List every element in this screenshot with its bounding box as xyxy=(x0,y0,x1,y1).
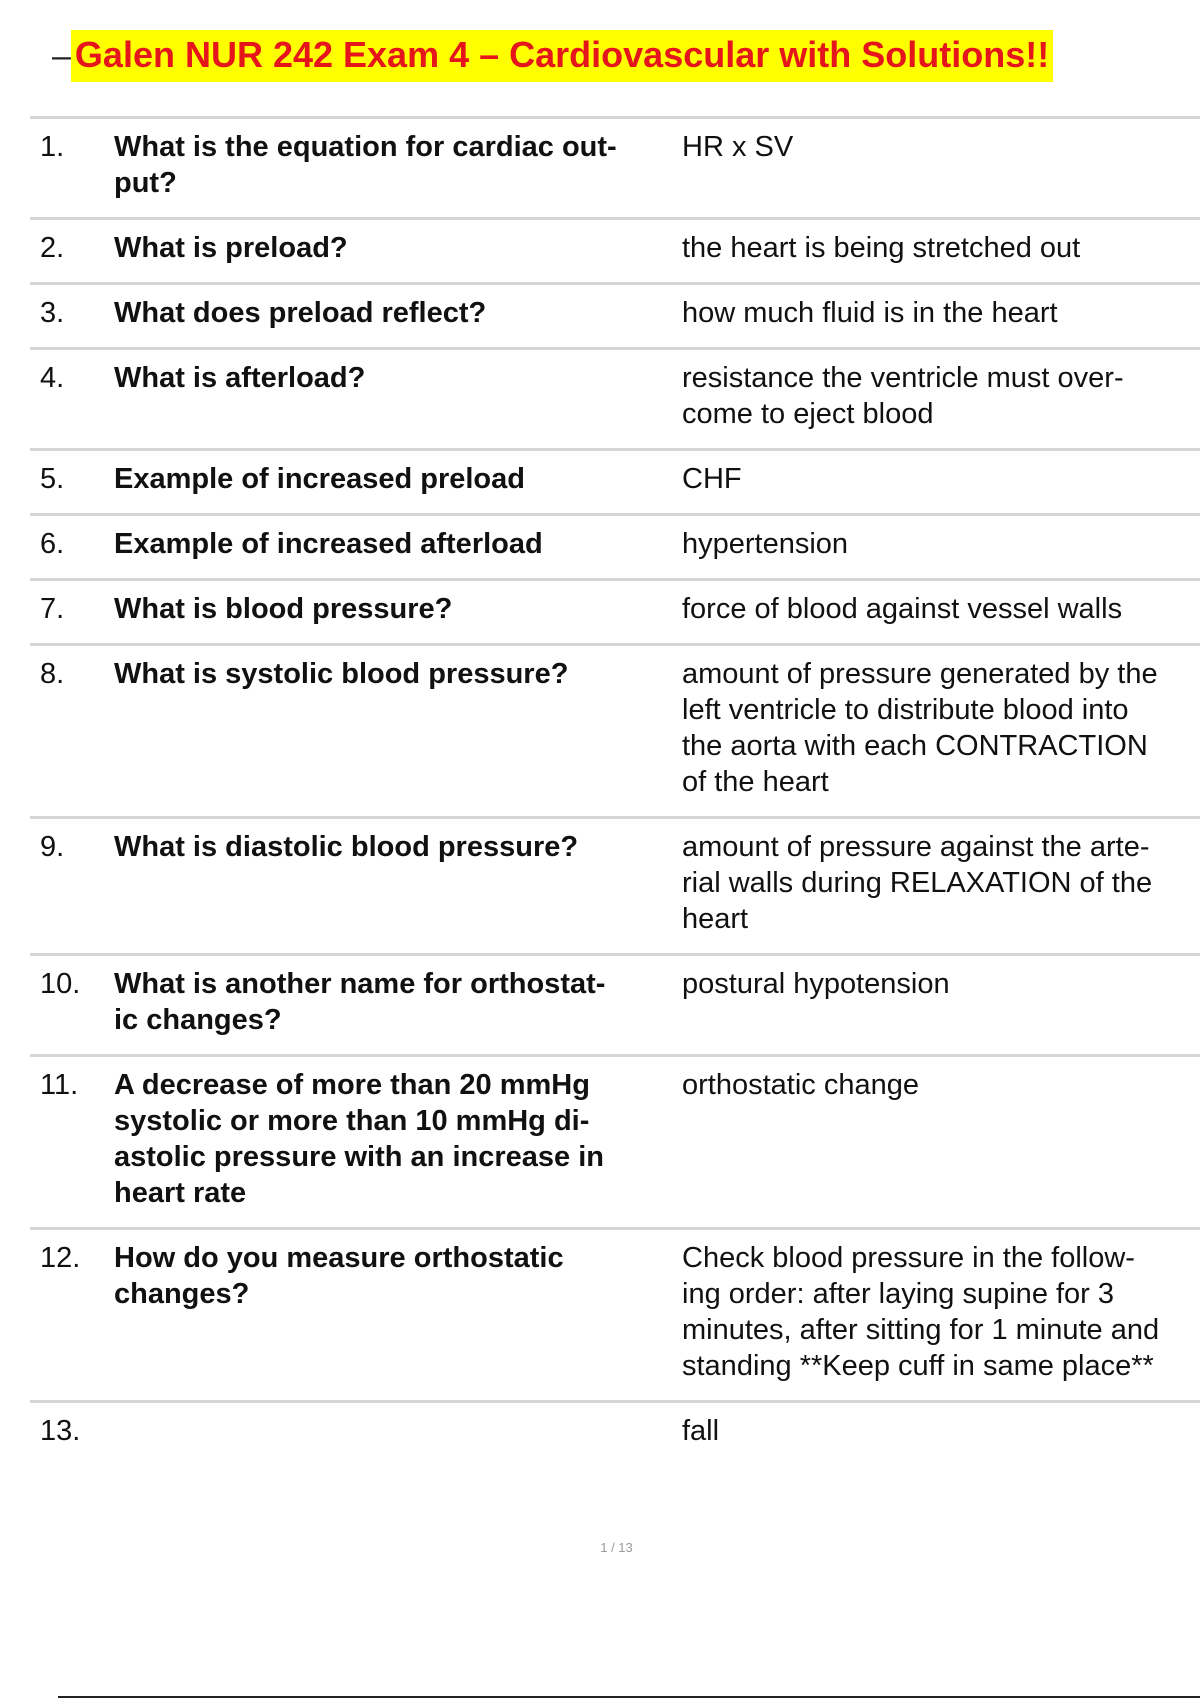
answer-text: amount of pressure against the arte- xyxy=(682,831,1150,863)
answer-text: orthostatic change xyxy=(682,1069,919,1101)
qa-row xyxy=(30,515,1200,580)
question-text: What does preload reflect? xyxy=(114,297,487,329)
question-text: changes? xyxy=(114,1278,250,1310)
answer-text: fall xyxy=(682,1415,720,1447)
page-indicator: 1 / 13 xyxy=(600,1540,633,1555)
question-cell xyxy=(113,450,674,515)
question-text: A decrease of more than 20 mmHg xyxy=(114,1069,590,1101)
qa-row xyxy=(30,1402,1200,1466)
question-cell xyxy=(113,349,674,450)
qa-row xyxy=(30,118,1200,219)
answer-cell xyxy=(674,284,1200,349)
question-cell xyxy=(113,1402,674,1466)
qa-row xyxy=(30,284,1200,349)
footer-divider xyxy=(58,1696,1200,1698)
question-text: What is another name for orthostat- xyxy=(114,968,606,1000)
item-number: 12. xyxy=(30,1229,113,1402)
answer-text: HR x SV xyxy=(682,131,794,163)
item-number: 10. xyxy=(30,955,113,1056)
item-number: 9. xyxy=(30,818,113,955)
item-number: 3. xyxy=(30,284,113,349)
answer-text: hypertension xyxy=(682,528,849,560)
question-text: systolic or more than 10 mmHg di- xyxy=(114,1105,590,1137)
item-number: 5. xyxy=(30,450,113,515)
question-cell xyxy=(113,515,674,580)
question-cell xyxy=(113,580,674,645)
answer-text: ing order: after laying supine for 3 xyxy=(682,1278,1115,1310)
answer-cell xyxy=(674,580,1200,645)
question-text: What is preload? xyxy=(114,232,348,264)
question-cell xyxy=(113,1056,674,1229)
title-row xyxy=(52,30,1053,82)
document-title: Galen NUR 242 Exam 4 – Cardiovascular with Solutions!! xyxy=(71,30,1053,81)
question-text: Example of increased afterload xyxy=(114,528,543,560)
question-text: What is diastolic blood pressure? xyxy=(114,831,579,863)
question-cell xyxy=(113,645,674,818)
qa-table xyxy=(30,116,1200,1465)
qa-row xyxy=(30,955,1200,1056)
question-text: How do you measure orthostatic xyxy=(114,1242,564,1274)
question-text: What is blood pressure? xyxy=(114,593,453,625)
qa-row xyxy=(30,1056,1200,1229)
answer-cell xyxy=(674,219,1200,284)
item-number: 7. xyxy=(30,580,113,645)
answer-cell xyxy=(674,818,1200,955)
qa-row xyxy=(30,818,1200,955)
question-cell xyxy=(113,284,674,349)
qa-row xyxy=(30,450,1200,515)
answer-text: rial walls during RELAXATION of the xyxy=(682,867,1153,899)
answer-cell xyxy=(674,955,1200,1056)
qa-row xyxy=(30,1229,1200,1402)
answer-text: how much fluid is in the heart xyxy=(682,297,1058,329)
question-text: What is afterload? xyxy=(114,362,366,394)
item-number: 1. xyxy=(30,118,113,219)
question-cell xyxy=(113,219,674,284)
answer-text: amount of pressure generated by the xyxy=(682,658,1158,690)
question-text: What is systolic blood pressure? xyxy=(114,658,569,690)
qa-row xyxy=(30,349,1200,450)
answer-text: force of blood against vessel walls xyxy=(682,593,1123,625)
answer-cell xyxy=(674,118,1200,219)
question-text: What is the equation for cardiac out- xyxy=(114,131,617,163)
answer-cell xyxy=(674,349,1200,450)
question-cell xyxy=(113,1229,674,1402)
answer-text: the aorta with each CONTRACTION xyxy=(682,730,1148,762)
item-number: 4. xyxy=(30,349,113,450)
qa-row xyxy=(30,645,1200,818)
qa-table-body xyxy=(30,118,1200,1466)
item-number: 8. xyxy=(30,645,113,818)
answer-text: resistance the ventricle must over- xyxy=(682,362,1124,394)
question-text: astolic pressure with an increase in xyxy=(114,1141,604,1173)
answer-text: left ventricle to distribute blood into xyxy=(682,694,1129,726)
answer-cell xyxy=(674,515,1200,580)
question-cell xyxy=(113,118,674,219)
answer-cell xyxy=(674,645,1200,818)
question-cell xyxy=(113,818,674,955)
item-number: 13. xyxy=(30,1402,113,1466)
answer-text: Check blood pressure in the follow- xyxy=(682,1242,1135,1274)
answer-cell xyxy=(674,450,1200,515)
item-number: 6. xyxy=(30,515,113,580)
answer-text: postural hypotension xyxy=(682,968,950,1000)
answer-text: the heart is being stretched out xyxy=(682,232,1081,264)
answer-text: of the heart xyxy=(682,766,829,798)
question-text: put? xyxy=(114,167,177,199)
question-text: heart rate xyxy=(114,1177,247,1209)
answer-text: CHF xyxy=(682,463,742,495)
answer-cell xyxy=(674,1229,1200,1402)
qa-row xyxy=(30,219,1200,284)
item-number: 2. xyxy=(30,219,113,284)
qa-row xyxy=(30,580,1200,645)
item-number: 11. xyxy=(30,1056,113,1229)
question-cell xyxy=(113,955,674,1056)
answer-text: minutes, after sitting for 1 minute and xyxy=(682,1314,1160,1346)
answer-text: come to eject blood xyxy=(682,398,934,430)
answer-cell xyxy=(674,1056,1200,1229)
question-text: Example of increased preload xyxy=(114,463,525,495)
question-text: ic changes? xyxy=(114,1004,282,1036)
answer-text: heart xyxy=(682,903,749,935)
answer-cell xyxy=(674,1402,1200,1466)
title-dash: – xyxy=(52,37,71,75)
answer-text: standing **Keep cuff in same place** xyxy=(682,1350,1154,1382)
